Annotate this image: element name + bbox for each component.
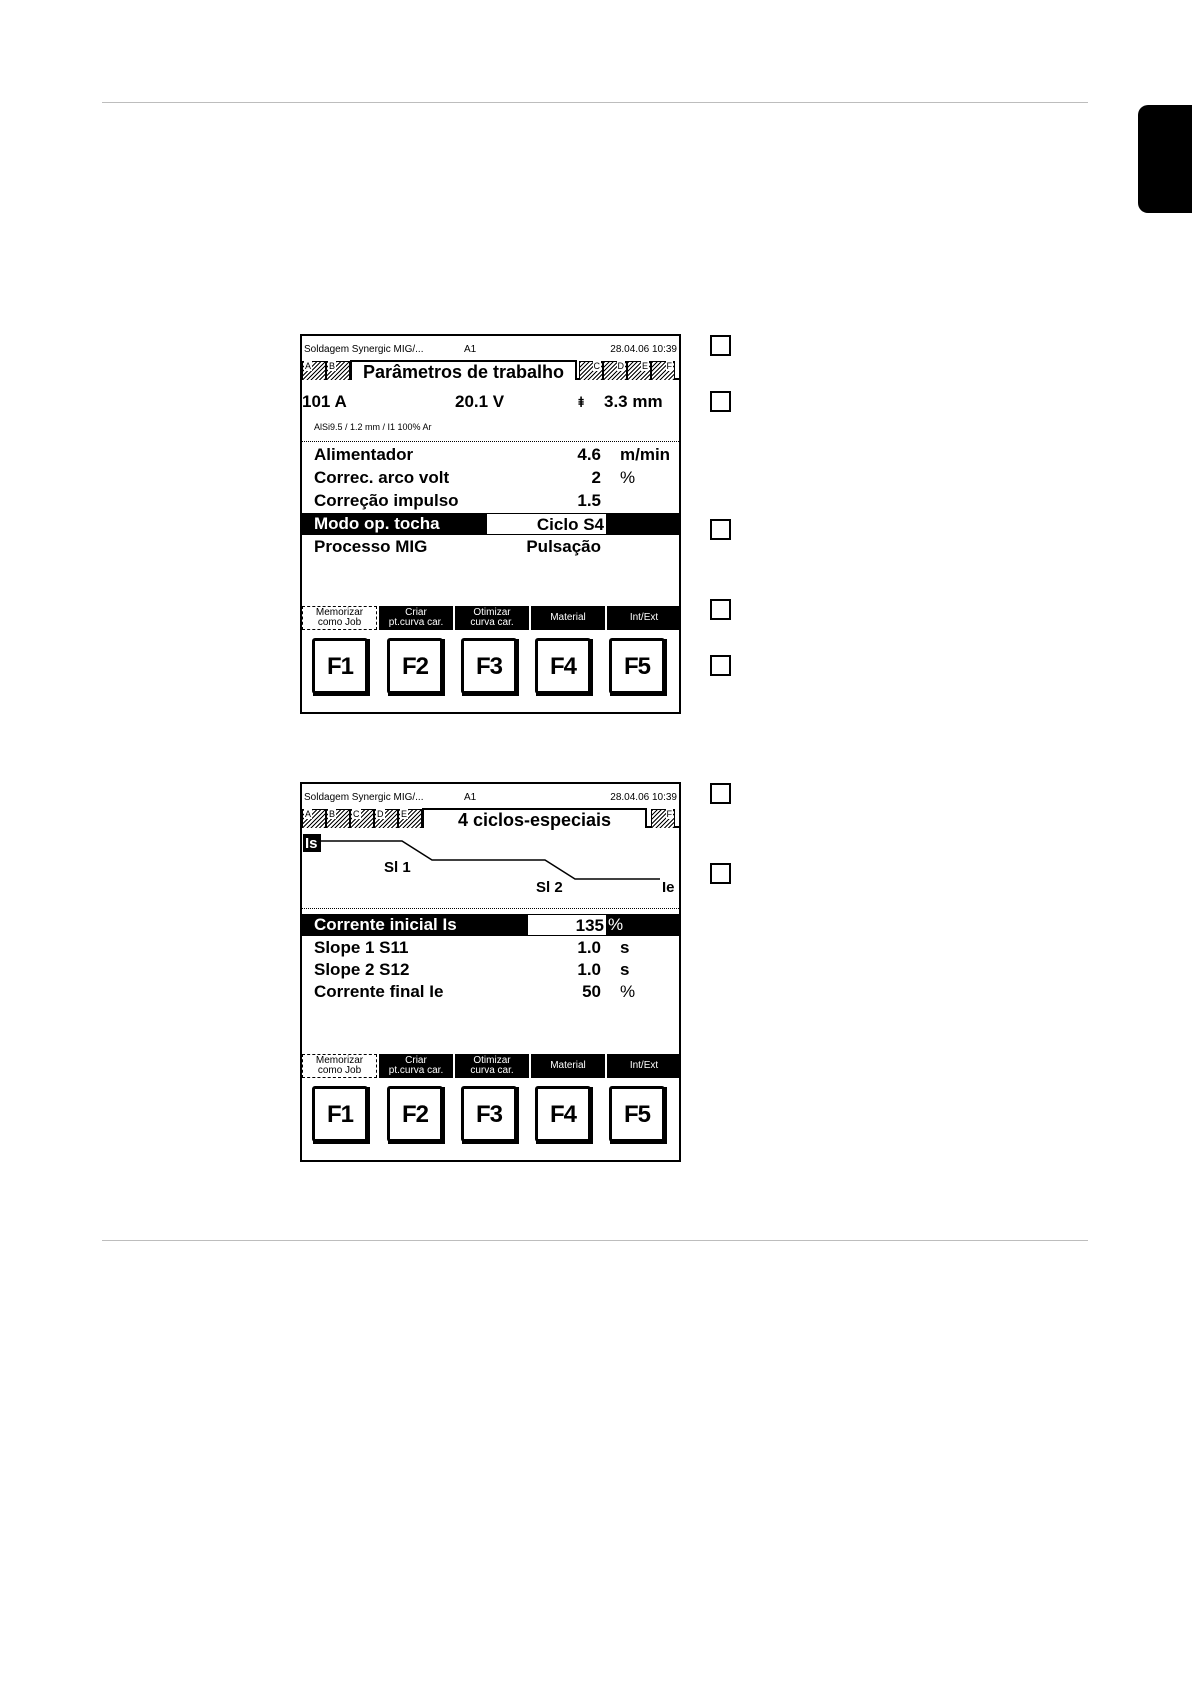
step-checkbox[interactable] (710, 335, 731, 356)
f2-button[interactable]: F2 (387, 638, 443, 694)
top-rule (102, 102, 1088, 103)
param-row-selected[interactable]: Corrente inicial Is 135 % (302, 914, 679, 936)
arc-length-readout: 3.3 mm (604, 392, 663, 411)
softkey-label-f5: Int/Ext (607, 1054, 681, 1078)
tab-a[interactable]: A (302, 361, 326, 380)
param-row[interactable]: Correc. arco volt 2 % (314, 468, 636, 487)
arc-length-icon: ⯒ (578, 394, 585, 410)
param-row[interactable]: Slope 2 S12 1.0 s (314, 960, 630, 979)
material-info: AlSi9.5 / 1.2 mm / I1 100% Ar (314, 422, 432, 432)
language-edge-tab (1138, 105, 1192, 213)
f1-button[interactable]: F1 (312, 1086, 368, 1142)
softkey-label-f4: Material (531, 606, 605, 630)
tab-row (302, 358, 679, 380)
current-curve-line (321, 841, 660, 879)
tab-e[interactable]: E (398, 809, 422, 828)
curve-label-is: Is (305, 835, 318, 852)
f2-button[interactable]: F2 (387, 1086, 443, 1142)
softkey-labels (302, 606, 679, 630)
softkey-labels (302, 1054, 679, 1078)
date-time: 28.04.06 10:39 (610, 792, 677, 803)
tab-f[interactable]: F (651, 361, 675, 380)
curve-label-sl1: Sl 1 (384, 859, 411, 876)
step-checkbox[interactable] (710, 783, 731, 804)
softkey-label-f3: Otimizar curva car. (455, 1054, 529, 1078)
f3-button[interactable]: F3 (461, 1086, 517, 1142)
status-bar (304, 344, 677, 356)
param-row[interactable]: Slope 1 S11 1.0 s (314, 938, 630, 957)
softkey-label-f3: Otimizar curva car. (455, 606, 529, 630)
tab-b[interactable]: B (326, 361, 350, 380)
app-name: Soldagem Synergic MIG/... (304, 344, 424, 355)
tab-d[interactable]: D (603, 361, 627, 380)
step-checkbox[interactable] (710, 391, 731, 412)
step-checkbox[interactable] (710, 599, 731, 620)
f4-button[interactable]: F4 (535, 638, 591, 694)
status-bar (304, 792, 677, 804)
tab-e[interactable]: E (627, 361, 651, 380)
divider (302, 908, 679, 909)
current-curve-diagram (302, 830, 679, 904)
param-row[interactable]: Alimentador 4.6 m/min (314, 445, 671, 464)
f5-button[interactable]: F5 (609, 638, 665, 694)
tab-row (302, 806, 679, 828)
step-checkbox[interactable] (710, 863, 731, 884)
param-value-field[interactable]: 135 (528, 915, 606, 935)
softkey-label-f4: Material (531, 1054, 605, 1078)
current-readout: 101 A (302, 392, 347, 411)
softkey-label-f1: Memorizar como Job (302, 1054, 377, 1078)
app-name: Soldagem Synergic MIG/... (304, 792, 424, 803)
softkey-label-f2: Criar pt.curva car. (379, 606, 453, 630)
tab-b[interactable]: B (326, 809, 350, 828)
curve-label-sl2: Sl 2 (536, 879, 563, 896)
job-position: A1 (464, 792, 477, 803)
f3-button[interactable]: F3 (461, 638, 517, 694)
bottom-rule (102, 1240, 1088, 1241)
param-row[interactable]: Correção impulso 1.5 (314, 491, 601, 510)
param-value-field[interactable]: Ciclo S4 (487, 514, 606, 534)
divider (302, 441, 679, 442)
date-time: 28.04.06 10:39 (610, 344, 677, 355)
readout-row (302, 391, 679, 413)
curve-label-ie: Ie (662, 879, 675, 896)
param-row-selected[interactable]: Modo op. tocha Ciclo S4 (302, 513, 679, 535)
display-working-parameters (300, 334, 681, 714)
tab-c[interactable]: C (350, 809, 374, 828)
screen-title: Parâmetros de trabalho (350, 360, 577, 380)
job-position: A1 (464, 344, 477, 355)
tab-f[interactable]: F (651, 809, 675, 828)
screen-title: 4 ciclos-especiais (422, 808, 647, 828)
softkey-label-f5: Int/Ext (607, 606, 681, 630)
f5-button[interactable]: F5 (609, 1086, 665, 1142)
f1-button[interactable]: F1 (312, 638, 368, 694)
tab-d[interactable]: D (374, 809, 398, 828)
step-checkbox[interactable] (710, 655, 731, 676)
display-special-4-step (300, 782, 681, 1162)
voltage-readout: 20.1 V (455, 392, 505, 411)
param-row[interactable]: Corrente final Ie 50 % (314, 982, 636, 1001)
param-row[interactable]: Processo MIG Pulsação (314, 537, 601, 556)
softkey-label-f2: Criar pt.curva car. (379, 1054, 453, 1078)
step-checkbox[interactable] (710, 519, 731, 540)
tab-a[interactable]: A (302, 809, 326, 828)
softkey-label-f1: Memorizar como Job (302, 606, 377, 630)
tab-c[interactable]: C (579, 361, 603, 380)
f4-button[interactable]: F4 (535, 1086, 591, 1142)
